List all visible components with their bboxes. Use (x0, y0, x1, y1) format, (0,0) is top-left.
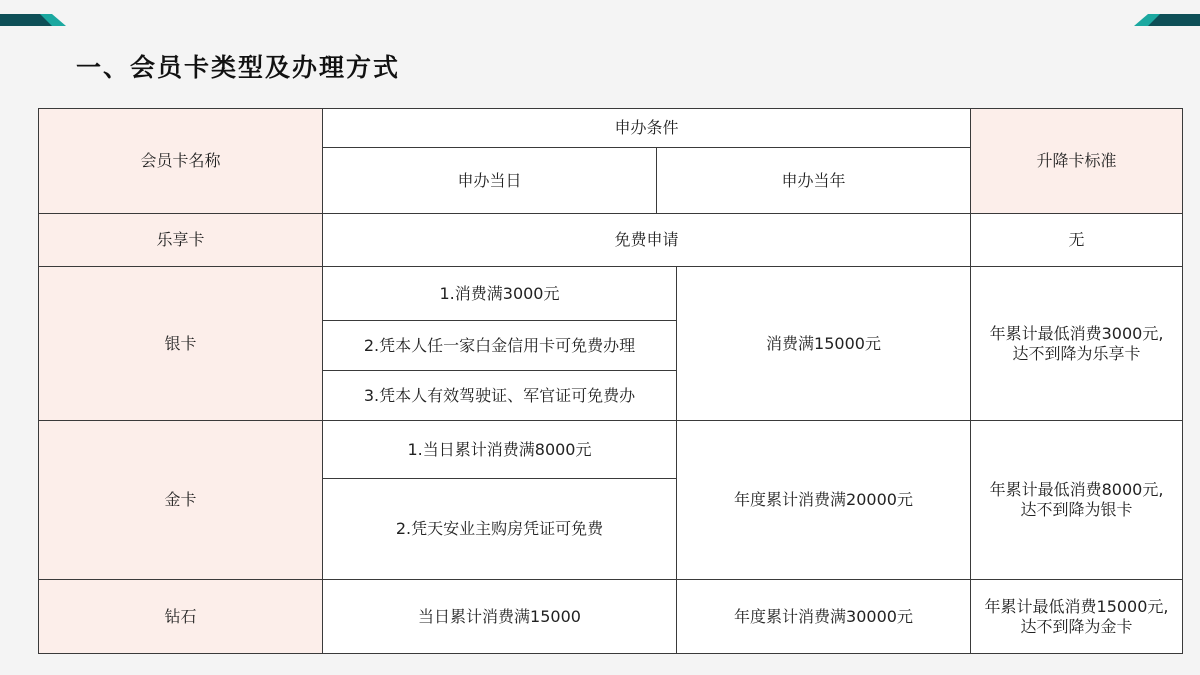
gold-standard (971, 421, 1183, 580)
card-name-diamond: 钻石 (39, 580, 323, 654)
gold-day-condition-2: 2.凭天安业主购房凭证可免费 (323, 479, 677, 580)
card-name-silver: 银卡 (39, 267, 323, 421)
diamond-year-condition: 年度累计消费满30000元 (677, 580, 971, 654)
gold-day-condition-1: 1.当日累计消费满8000元 (323, 421, 677, 479)
card-name-gold: 金卡 (39, 421, 323, 580)
silver-year-condition: 消费满15000元 (677, 267, 971, 421)
gold-year-condition: 年度累计消费满20000元 (677, 421, 971, 580)
header-conditions: 申办条件 (323, 109, 971, 148)
card-name-lexiang: 乐享卡 (39, 214, 323, 267)
diamond-standard-line1: 年累计最低消费15000元, (984, 596, 1169, 616)
gold-standard-line2: 达不到降为银卡 (1020, 500, 1133, 519)
condition-lexiang: 免费申请 (323, 214, 971, 267)
silver-day-condition-3: 3.凭本人有效驾驶证、军官证可免费办 (323, 371, 677, 421)
header-card-name: 会员卡名称 (39, 109, 323, 214)
table-row-gold (39, 421, 1183, 479)
silver-standard-line2: 达不到降为乐享卡 (1012, 343, 1141, 363)
page-title: 一、会员卡类型及办理方式 (76, 53, 401, 82)
table-row-diamond (39, 580, 1183, 654)
silver-day-condition-1: 1.消费满3000元 (323, 267, 677, 321)
membership-card-table (38, 108, 1183, 654)
header-upgrade-standard: 升降卡标准 (971, 109, 1183, 214)
diamond-standard-line2: 达不到降为金卡 (1020, 616, 1133, 636)
header-same-year: 申办当年 (657, 148, 971, 214)
standard-lexiang: 无 (971, 214, 1183, 267)
table-header-row (39, 109, 1183, 148)
header-same-day: 申办当日 (323, 148, 657, 214)
table-row-silver (39, 267, 1183, 321)
diamond-day-condition: 当日累计消费满15000 (323, 580, 677, 654)
corner-stripe-decoration-left (0, 0, 70, 28)
diamond-standard (971, 580, 1183, 654)
silver-standard-line1: 年累计最低消费3000元, (989, 323, 1164, 343)
silver-day-condition-2: 2.凭本人任一家白金信用卡可免费办理 (323, 321, 677, 371)
corner-stripe-decoration-right (1130, 0, 1200, 28)
gold-standard-line1: 年累计最低消费8000元, (989, 480, 1164, 499)
silver-standard (971, 267, 1183, 421)
table-row-lexiang (39, 214, 1183, 267)
